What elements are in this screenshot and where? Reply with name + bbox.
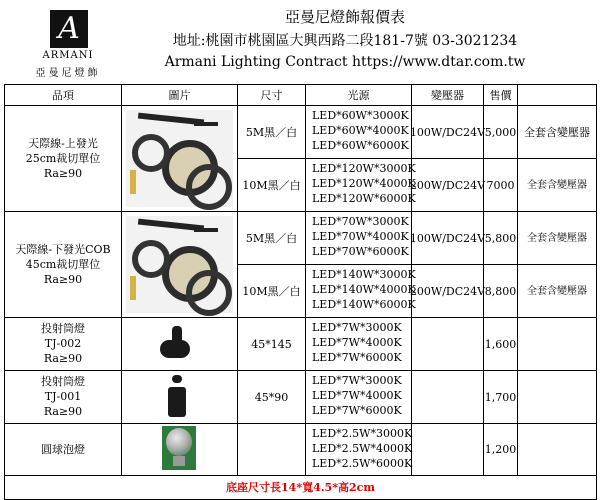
spotlight-tj002-photo	[158, 324, 198, 364]
note-cell: 全套含變壓器	[518, 212, 597, 265]
logo-chinese-text: 亞曼尼燈飾	[35, 68, 101, 79]
light-source-line: LED*7W*3000K	[312, 321, 402, 334]
item-name-line: TJ-002	[44, 337, 82, 350]
light-source-line: LED*70W*6000K	[312, 245, 409, 258]
light-source-cell	[306, 371, 412, 424]
transformer-cell: 200W/DC24V	[412, 265, 484, 318]
item-name-line: Ra≥90	[43, 352, 83, 365]
size-cell	[238, 424, 306, 476]
item-name-group-2	[4, 212, 122, 318]
note-cell: 全套含變壓器	[518, 159, 597, 212]
item-name-line: Ra≥90	[43, 405, 83, 418]
light-source-line: LED*120W*4000K	[312, 177, 416, 190]
light-source-line: LED*7W*3000K	[312, 374, 402, 387]
size-cell: 10M黑／白	[238, 265, 306, 318]
transformer-cell	[412, 318, 484, 371]
size-cell: 45*90	[238, 371, 306, 424]
item-name-line: Ra≥90	[43, 273, 83, 286]
light-source-cell	[306, 159, 416, 212]
price-cell: 1,700	[484, 371, 518, 424]
price-cell: 1,600	[484, 318, 518, 371]
table-header-row	[4, 84, 597, 106]
price-cell: 8,800	[484, 265, 518, 318]
light-source-line: LED*140W*3000K	[312, 268, 416, 281]
address-line: 地址:桃園市桃園區大興西路二段181-7號 03-3021234	[172, 33, 518, 49]
transformer-cell: 100W/DC24V	[412, 106, 484, 159]
light-source-line: LED*120W*6000K	[312, 192, 416, 205]
item-name-group-3	[4, 318, 122, 371]
product-image-cell	[122, 318, 238, 371]
note-cell	[518, 371, 597, 424]
col-header-item: 品項	[4, 84, 122, 106]
item-name-line: 投射筒燈	[41, 375, 85, 388]
note-cell	[518, 318, 597, 371]
col-header-light: 光源	[306, 84, 412, 106]
size-cell: 5M黑／白	[238, 106, 306, 159]
logo-brand-text: ARMANI	[42, 50, 94, 61]
note-cell: 全套含變壓器	[518, 265, 597, 318]
note-cell	[518, 424, 597, 476]
light-source-line: LED*60W*6000K	[312, 139, 409, 152]
item-name-group-4	[4, 371, 122, 424]
transformer-cell: 200W/DC24V	[412, 159, 484, 212]
col-header-note	[518, 84, 597, 106]
light-source-line: LED*140W*4000K	[312, 283, 416, 296]
spotlight-tj001-photo	[162, 375, 192, 419]
page-title: 亞曼尼燈飾報價表	[284, 8, 405, 26]
light-source-line: LED*120W*3000K	[312, 162, 416, 175]
contract-line: Armani Lighting Contract https://www.dtar.com.tw	[164, 54, 526, 70]
light-source-cell	[306, 424, 412, 476]
light-source-line: LED*60W*3000K	[312, 109, 409, 122]
item-name-line: 天際線-下發光COB	[15, 243, 111, 256]
led-strip-kit-photo	[126, 216, 233, 313]
size-cell: 10M黑／白	[238, 159, 306, 212]
light-source-cell	[306, 318, 412, 371]
light-source-line: LED*7W*6000K	[312, 351, 402, 364]
product-image-cell	[122, 424, 238, 476]
item-name-line: 45cm裁切單位	[25, 258, 101, 271]
product-image-cell	[122, 212, 238, 318]
light-source-line: LED*7W*4000K	[312, 389, 402, 402]
price-cell: 5,800	[484, 212, 518, 265]
size-cell: 45*145	[238, 318, 306, 371]
item-name-line: 天際線-上發光	[28, 137, 98, 150]
light-source-line: LED*2.5W*4000K	[312, 442, 413, 455]
light-source-line: LED*140W*6000K	[312, 298, 416, 311]
base-size-note: 底座尺寸長14*寬4.5*高2cm	[4, 476, 597, 500]
price-cell: 1,200	[484, 424, 518, 476]
col-header-size: 尺寸	[238, 84, 306, 106]
light-source-line: LED*7W*4000K	[312, 336, 402, 349]
note-cell: 全套含變壓器	[518, 106, 597, 159]
size-cell: 5M黑／白	[238, 212, 306, 265]
light-source-line: LED*70W*4000K	[312, 230, 409, 243]
light-source-line: LED*2.5W*6000K	[312, 457, 413, 470]
price-cell: 7000	[484, 159, 518, 212]
item-name-line: TJ-001	[44, 390, 82, 403]
product-image-cell	[122, 106, 238, 212]
light-source-cell	[306, 212, 412, 265]
product-image-cell	[122, 371, 238, 424]
globe-bulb-photo	[162, 426, 196, 470]
transformer-cell	[412, 371, 484, 424]
led-strip-kit-photo	[126, 110, 233, 207]
light-source-line: LED*60W*4000K	[312, 124, 409, 137]
transformer-cell: 100W/DC24V	[412, 212, 484, 265]
item-name-line: 25cm裁切單位	[25, 152, 101, 165]
item-name-line: Ra≥90	[43, 167, 83, 180]
armani-logo	[28, 6, 108, 82]
col-header-price: 售價	[484, 84, 518, 106]
light-source-cell	[306, 106, 412, 159]
light-source-cell	[306, 265, 416, 318]
item-name-line: 投射筒燈	[41, 322, 85, 335]
col-header-image: 圖片	[122, 84, 238, 106]
item-name-group-5: 圓球泡燈	[4, 424, 122, 476]
transformer-cell	[412, 424, 484, 476]
item-name-group-1	[4, 106, 122, 212]
col-header-transformer: 變壓器	[412, 84, 484, 106]
quote-header	[0, 0, 600, 84]
light-source-line: LED*70W*3000K	[312, 215, 409, 228]
price-cell: 5,000	[484, 106, 518, 159]
light-source-line: LED*2.5W*3000K	[312, 427, 413, 440]
logo-mark-icon: A	[50, 10, 88, 48]
light-source-line: LED*7W*6000K	[312, 404, 402, 417]
